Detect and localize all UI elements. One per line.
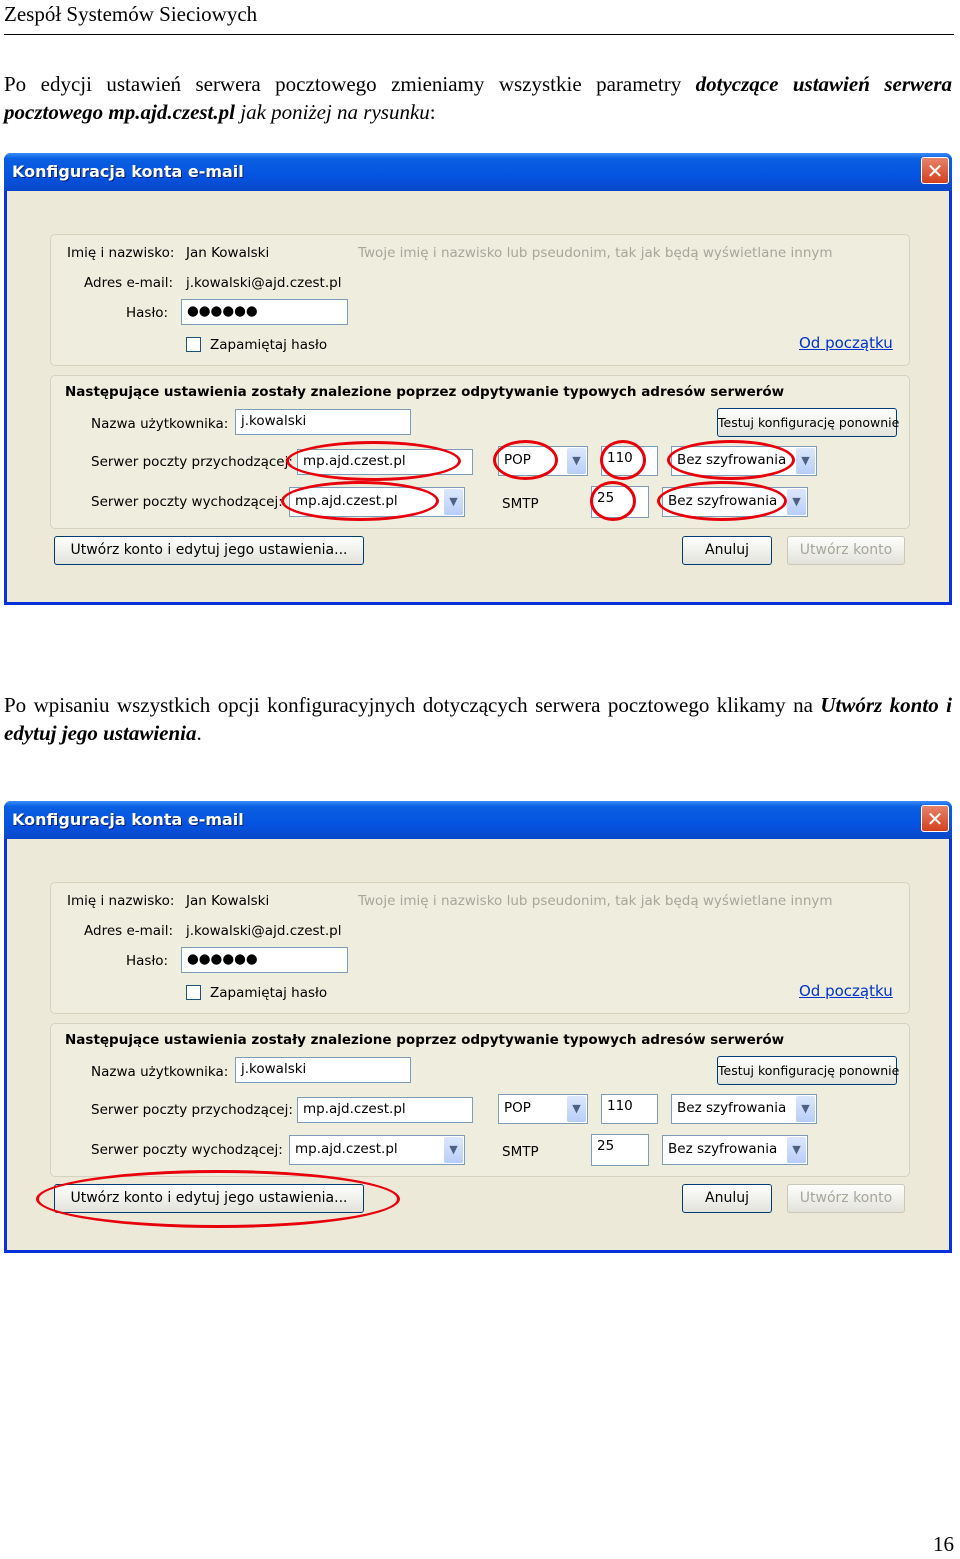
restart-link[interactable]: Od początku	[799, 982, 893, 1000]
password-field[interactable]: ●●●●●●	[181, 947, 348, 973]
dialog-titlebar	[4, 801, 952, 839]
incoming-security-value: Bez szyfrowania	[677, 1100, 787, 1116]
incoming-port-field[interactable]: 110	[601, 1094, 658, 1124]
create-edit-button[interactable]: Utwórz konto i edytuj jego ustawienia...	[54, 536, 364, 565]
incoming-protocol-select[interactable]	[498, 446, 588, 476]
remember-label: Zapamiętaj hasło	[210, 337, 328, 353]
outgoing-label: Serwer poczty wychodzącej:	[91, 1142, 283, 1158]
retest-button[interactable]: Testuj konfigurację ponownie	[717, 408, 897, 437]
remember-checkbox[interactable]	[186, 985, 201, 1000]
outgoing-protocol: SMTP	[502, 496, 539, 512]
intro-italic: jak poniżej na rysunku	[234, 100, 430, 124]
incoming-security-select[interactable]	[671, 1094, 817, 1124]
close-icon[interactable]: ✕	[921, 805, 949, 832]
chevron-down-icon[interactable]: ▼	[787, 1137, 806, 1163]
intro-colon: :	[429, 100, 436, 124]
incoming-label: Serwer poczty przychodzącej:	[91, 454, 293, 470]
server-group	[50, 375, 910, 529]
email-label: Adres e-mail:	[84, 923, 174, 939]
page-number: 16	[933, 1532, 954, 1556]
password-label: Hasło:	[126, 305, 169, 321]
create-account-button[interactable]: Utwórz konto	[787, 1184, 905, 1213]
close-icon[interactable]: ✕	[921, 157, 949, 184]
email-config-dialog-2	[4, 801, 952, 1253]
identity-group	[50, 882, 910, 1014]
second-period: .	[196, 721, 202, 745]
email-config-dialog-1	[4, 153, 952, 605]
dialog-body	[7, 191, 949, 602]
create-account-button[interactable]: Utwórz konto	[787, 536, 905, 565]
incoming-port-field[interactable]: 110	[601, 446, 658, 476]
outgoing-server-select[interactable]	[289, 487, 465, 517]
remember-label: Zapamiętaj hasło	[210, 985, 328, 1001]
incoming-security-select[interactable]	[671, 446, 817, 476]
second-text: Po wpisaniu wszystkich opcji konfiguracyjnych dotyczących serwera pocztowego klikamy na	[4, 693, 821, 717]
cancel-button[interactable]: Anuluj	[682, 1184, 772, 1213]
email-value[interactable]: j.kowalski@ajd.czest.pl	[186, 923, 342, 939]
name-label: Imię i nazwisko:	[67, 245, 175, 261]
dialog-body	[7, 839, 949, 1250]
email-value[interactable]: j.kowalski@ajd.czest.pl	[186, 275, 342, 291]
second-emphasis: Utwórz konto i edytuj jego ustawienia	[4, 693, 952, 745]
intro-paragraph	[4, 70, 952, 126]
server-group	[50, 1023, 910, 1177]
chevron-down-icon[interactable]: ▼	[444, 489, 463, 515]
outgoing-server-select[interactable]	[289, 1135, 465, 1165]
outgoing-security-select[interactable]	[662, 487, 808, 517]
name-value[interactable]: Jan Kowalski	[186, 245, 270, 261]
second-paragraph	[4, 691, 952, 747]
intro-text: Po edycji ustawień serwera pocztowego zmieniamy wszystkie parametry	[4, 72, 696, 96]
name-hint: Twoje imię i nazwisko lub pseudonim, tak jak będą wyświetlane innym	[358, 893, 833, 909]
chevron-down-icon[interactable]: ▼	[796, 1096, 815, 1122]
outgoing-protocol: SMTP	[502, 1144, 539, 1160]
cancel-button[interactable]: Anuluj	[682, 536, 772, 565]
outgoing-server-value: mp.ajd.czest.pl	[295, 493, 398, 509]
outgoing-port-field[interactable]: 25	[591, 1134, 649, 1166]
header-title: Zespół Systemów Sieciowych	[4, 2, 258, 26]
chevron-down-icon[interactable]: ▼	[567, 1096, 586, 1122]
found-heading: Następujące ustawienia zostały znalezione poprzez odpytywanie typowych adresów serwerów	[65, 1032, 785, 1048]
remember-checkbox[interactable]	[186, 337, 201, 352]
outgoing-port-field[interactable]: 25	[591, 486, 649, 518]
outgoing-security-select[interactable]	[662, 1135, 808, 1165]
incoming-protocol-select[interactable]	[498, 1094, 588, 1124]
incoming-protocol-value: POP	[504, 1100, 531, 1116]
chevron-down-icon[interactable]: ▼	[796, 448, 815, 474]
incoming-protocol-value: POP	[504, 452, 531, 468]
username-field[interactable]: j.kowalski	[235, 1057, 411, 1083]
found-heading: Następujące ustawienia zostały znalezione poprzez odpytywanie typowych adresów serwerów	[65, 384, 785, 400]
retest-button[interactable]: Testuj konfigurację ponownie	[717, 1056, 897, 1085]
dialog-titlebar	[4, 153, 952, 191]
incoming-label: Serwer poczty przychodzącej:	[91, 1102, 293, 1118]
create-edit-button[interactable]: Utwórz konto i edytuj jego ustawienia...	[54, 1184, 364, 1213]
outgoing-security-value: Bez szyfrowania	[668, 493, 778, 509]
identity-group	[50, 234, 910, 366]
name-hint: Twoje imię i nazwisko lub pseudonim, tak jak będą wyświetlane innym	[358, 245, 833, 261]
username-field[interactable]: j.kowalski	[235, 409, 411, 435]
outgoing-security-value: Bez szyfrowania	[668, 1141, 778, 1157]
chevron-down-icon[interactable]: ▼	[567, 448, 586, 474]
chevron-down-icon[interactable]: ▼	[444, 1137, 463, 1163]
intro-emphasis: dotyczące ustawień serwera pocztowego mp.ajd.czest.pl	[4, 72, 952, 124]
name-value[interactable]: Jan Kowalski	[186, 893, 270, 909]
outgoing-server-value: mp.ajd.czest.pl	[295, 1141, 398, 1157]
incoming-security-value: Bez szyfrowania	[677, 452, 787, 468]
chevron-down-icon[interactable]: ▼	[787, 489, 806, 515]
dialog-title: Konfiguracja konta e-mail	[12, 162, 244, 181]
email-label: Adres e-mail:	[84, 275, 174, 291]
restart-link[interactable]: Od początku	[799, 334, 893, 352]
name-label: Imię i nazwisko:	[67, 893, 175, 909]
username-label: Nazwa użytkownika:	[91, 416, 229, 432]
password-label: Hasło:	[126, 953, 169, 969]
username-label: Nazwa użytkownika:	[91, 1064, 229, 1080]
page-header	[4, 0, 954, 35]
incoming-server-field[interactable]: mp.ajd.czest.pl	[297, 449, 473, 475]
incoming-server-field[interactable]: mp.ajd.czest.pl	[297, 1097, 473, 1123]
password-field[interactable]: ●●●●●●	[181, 299, 348, 325]
outgoing-label: Serwer poczty wychodzącej:	[91, 494, 283, 510]
dialog-title: Konfiguracja konta e-mail	[12, 810, 244, 829]
